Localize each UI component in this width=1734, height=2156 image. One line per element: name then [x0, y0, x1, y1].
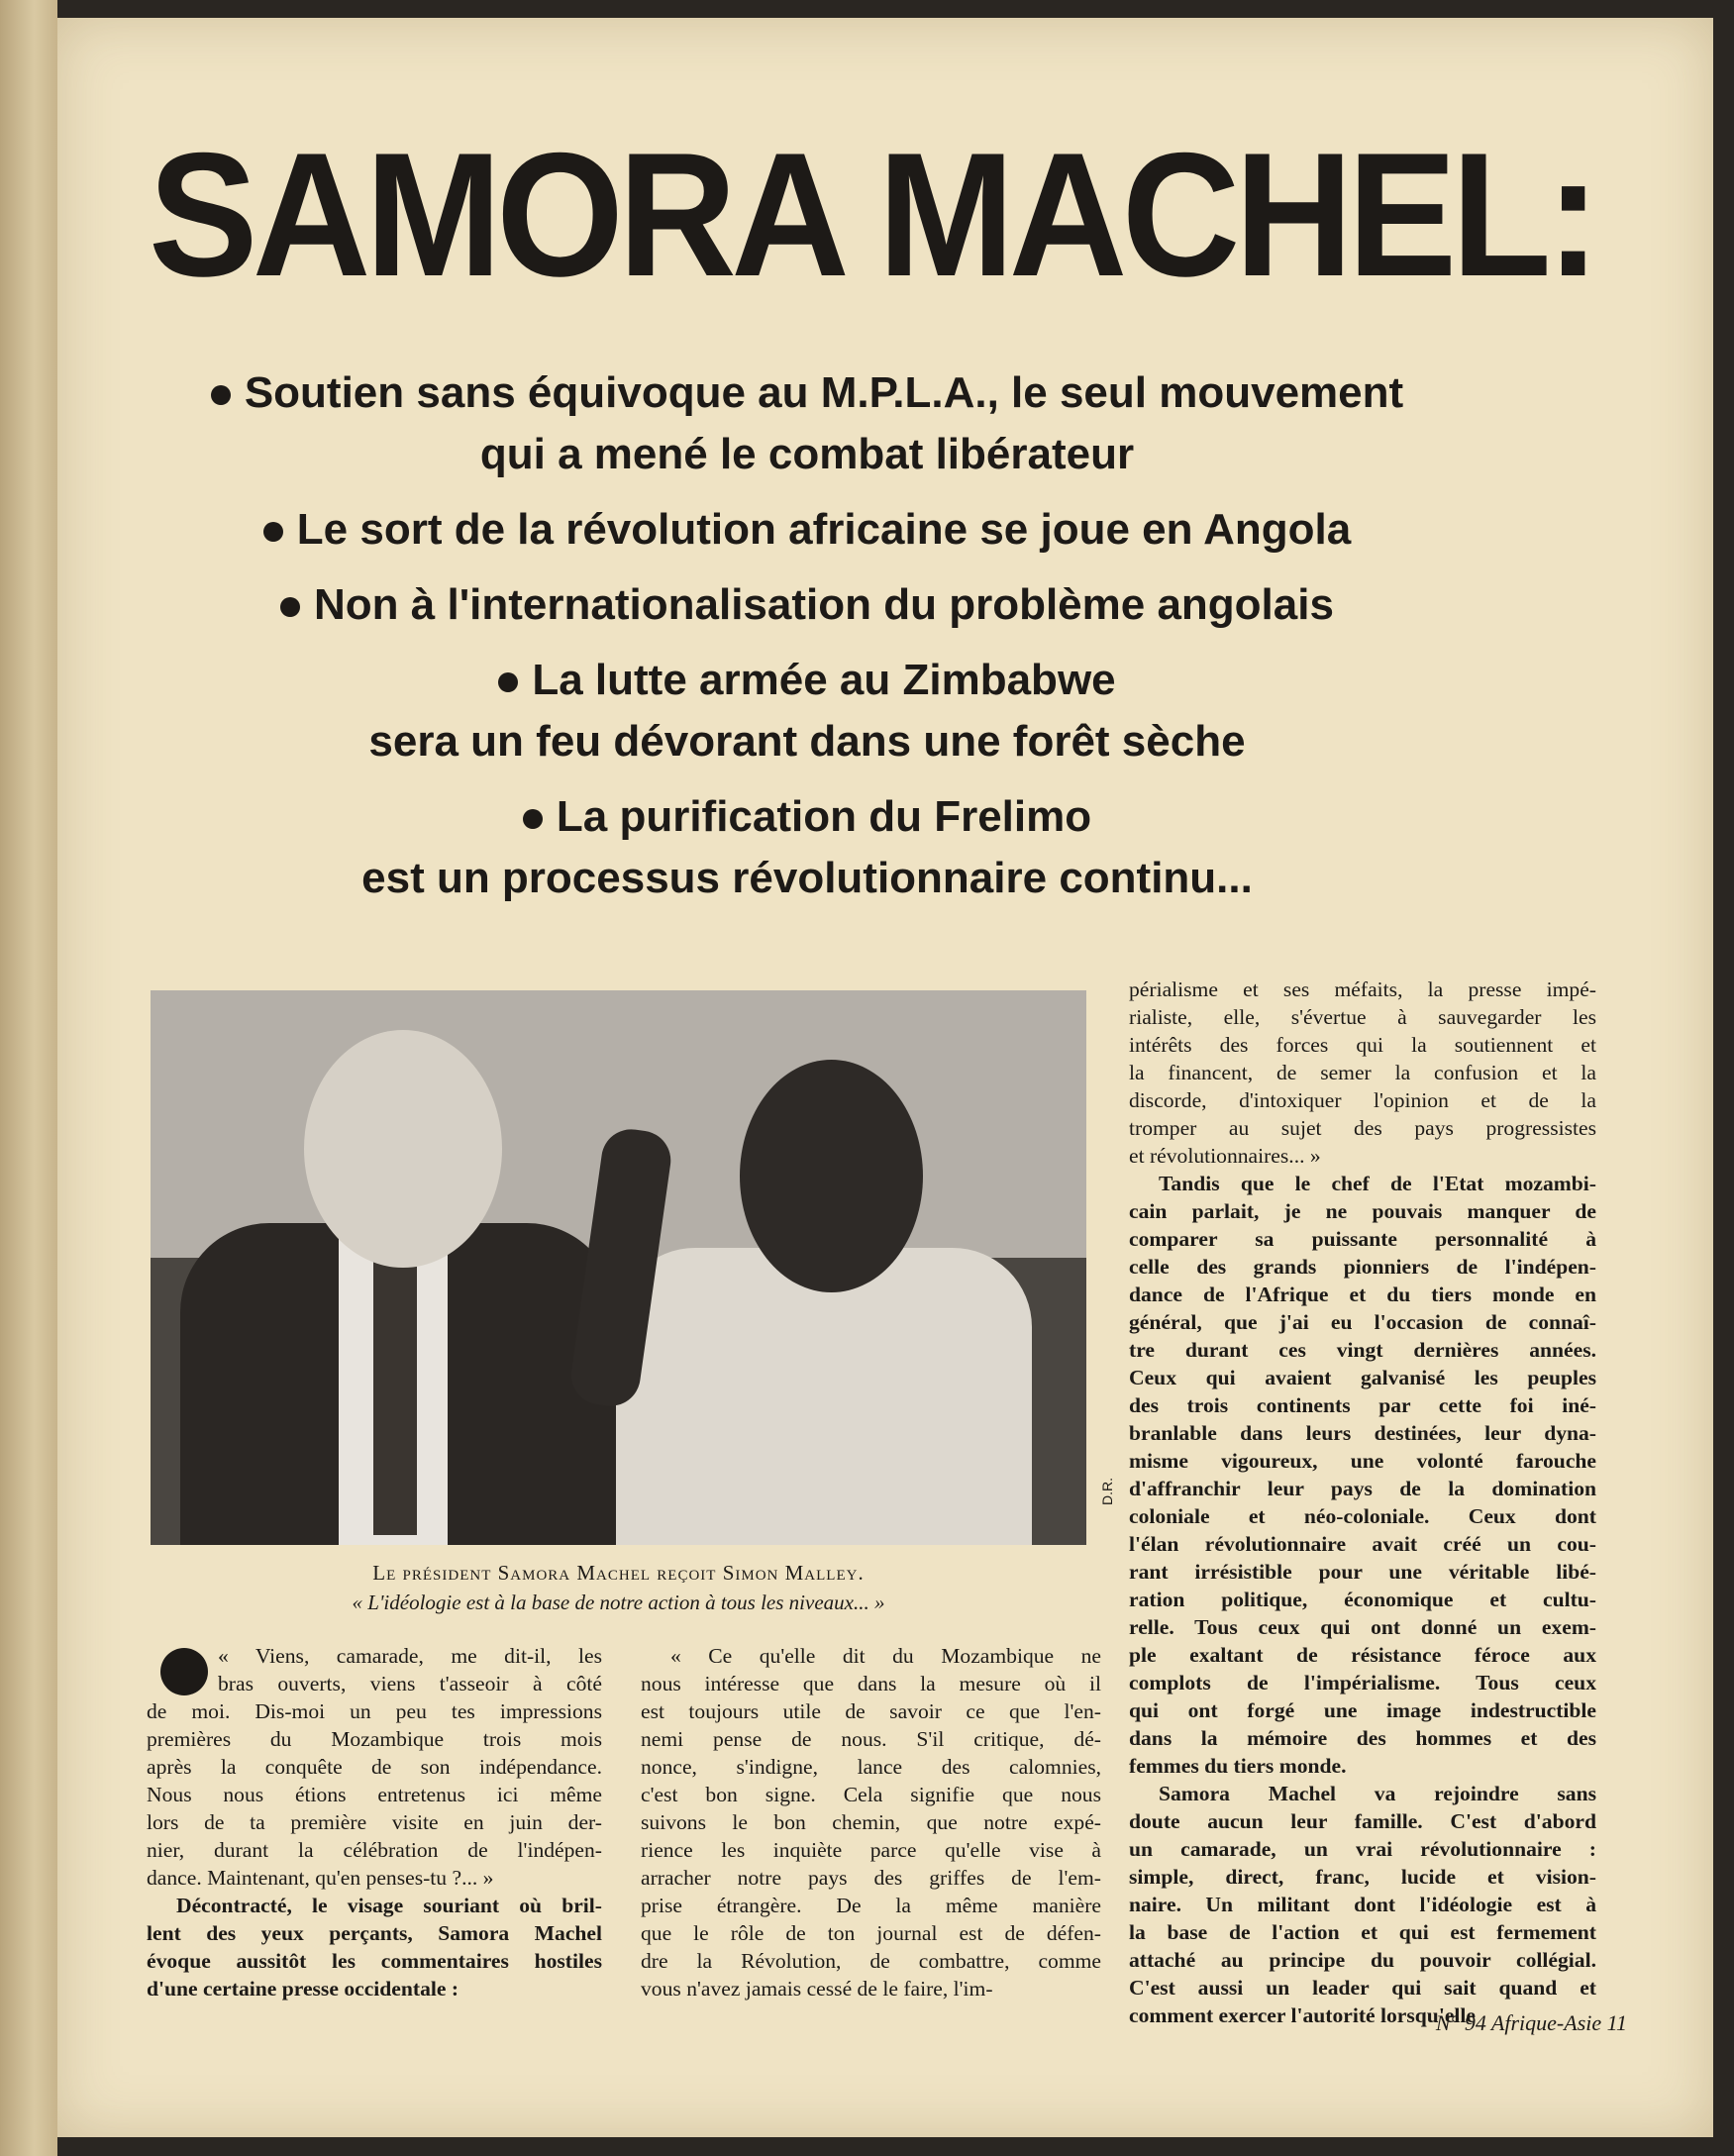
text-line: discorde, d'intoxiquer l'opinion et de la — [1129, 1088, 1596, 1112]
photo-machel-malley — [151, 990, 1086, 1545]
text-line: branlable dans leurs destinées, leur dyna- — [1129, 1421, 1596, 1445]
bullet-line: qui a mené le combat libérateur — [479, 430, 1135, 478]
text-line: lors de ta première visite en juin der- — [147, 1810, 602, 1834]
text-line: premières du Mozambique trois mois — [147, 1727, 602, 1751]
text-line: Nous nous étions entretenus ici même — [147, 1783, 602, 1806]
text-line: d'une certaine presse occidentale : — [147, 1977, 459, 2001]
text-line: arracher notre pays des griffes de l'em- — [641, 1866, 1101, 1890]
text-line: est toujours utile de savoir ce que l'en- — [641, 1699, 1101, 1723]
paragraph-2 — [147, 1892, 602, 2002]
text-line: d'affranchir leur pays de la domination — [1129, 1477, 1596, 1500]
text-line: qui ont forgé une image indestructible — [1129, 1698, 1596, 1722]
text-line: rialiste, elle, s'évertue à sauvegarder les — [1129, 1005, 1596, 1029]
text-line: dre la Révolution, de combattre, comme — [641, 1949, 1101, 1973]
text-line: « Viens, camarade, me dit-il, les — [218, 1644, 602, 1668]
text-line: nier, durant la célébration de l'indépen- — [147, 1838, 602, 1862]
summary-bullet-1 — [188, 362, 1426, 485]
bullet-dot-icon — [211, 385, 231, 405]
text-line: général, que j'ai eu l'occasion de connaî- — [1129, 1310, 1596, 1334]
text-line: et révolutionnaires... » — [1129, 1144, 1321, 1168]
text-line: vous n'avez jamais cessé de le faire, l'im- — [641, 1977, 993, 2001]
bullet-line: La purification du Frelimo — [188, 786, 1426, 848]
text-line: ple exaltant de résistance féroce aux — [1129, 1643, 1596, 1667]
bullet-line: est un processus révolutionnaire continu... — [361, 854, 1253, 902]
bullet-dot-icon — [498, 672, 518, 692]
text-line: « Ce qu'elle dit du Mozambique ne — [670, 1644, 1101, 1668]
bullet-dot-icon — [523, 809, 543, 829]
text-line: attaché au principe du pouvoir collégial. — [1129, 1948, 1596, 1972]
column-1 — [147, 1642, 602, 2002]
caption-line-2: « L'idéologie est à la base de notre action à tous les niveaux... » — [352, 1591, 885, 1614]
text-line: nemi pense de nous. S'il critique, dé- — [641, 1727, 1101, 1751]
text-line: dance de l'Afrique et du tiers monde en — [1129, 1283, 1596, 1306]
text-line: tromper au sujet des pays progressistes — [1129, 1116, 1596, 1140]
paragraph-1 — [1129, 975, 1596, 1170]
text-line: femmes du tiers monde. — [1129, 1754, 1347, 1778]
text-line: la financent, de semer la confusion et la — [1129, 1061, 1596, 1084]
text-line: rience les inquiète parce qu'elle vise à — [641, 1838, 1101, 1862]
summary-bullet-5 — [188, 786, 1426, 909]
text-line: prise étrangère. De la même manière — [641, 1894, 1101, 1917]
text-line: rant irrésistible pour une véritable libé- — [1129, 1560, 1596, 1584]
bullet-line: sera un feu dévorant dans une forêt sèche — [368, 717, 1246, 766]
text-line: intérêts des forces qui la soutiennent et — [1129, 1033, 1596, 1057]
text-line: comparer sa puissante personnalité à — [1129, 1227, 1596, 1251]
text-line: coloniale et néo-coloniale. Ceux dont — [1129, 1504, 1596, 1528]
text-line: naire. Un militant dont l'idéologie est à — [1129, 1893, 1596, 1916]
text-line: celle des grands pionniers de l'indépen- — [1129, 1255, 1596, 1279]
summary-bullet-4 — [188, 650, 1426, 772]
paragraph-1 — [641, 1642, 1101, 2002]
text-line: périalisme et ses méfaits, la presse impé- — [1129, 977, 1596, 1001]
text-line: évoque aussitôt les commentaires hostiles — [147, 1949, 602, 1973]
summary-bullets — [188, 362, 1426, 923]
text-line: nous intéresse que dans la mesure où il — [641, 1672, 1101, 1695]
bullet-line: La lutte armée au Zimbabwe — [188, 650, 1426, 711]
text-line: cain parlait, je ne pouvais manquer de — [1129, 1199, 1596, 1223]
paragraph-2 — [1129, 1170, 1596, 1780]
column-3 — [1129, 975, 1596, 2029]
text-line: des trois continents par cette foi iné- — [1129, 1393, 1596, 1417]
bullet-line: Soutien sans équivoque au M.P.L.A., le seul mouvement — [188, 362, 1426, 424]
text-line: lent des yeux perçants, Samora Machel — [147, 1921, 602, 1945]
text-line: misme vigoureux, une volonté farouche — [1129, 1449, 1596, 1473]
text-line: complots de l'impérialisme. Tous ceux — [1129, 1671, 1596, 1694]
bullet-line: Non à l'internationalisation du problème angolais — [188, 574, 1426, 636]
text-line: C'est aussi un leader qui sait quand et — [1129, 1976, 1596, 2000]
photo-credit: D.R. — [1099, 1478, 1115, 1505]
text-line: la base de l'action et qui est fermement — [1129, 1920, 1596, 1944]
photo-caption — [151, 1558, 1086, 1617]
text-line: simple, direct, franc, lucide et vision- — [1129, 1865, 1596, 1889]
page-gutter — [0, 0, 57, 2156]
summary-bullet-2 — [188, 499, 1426, 561]
text-line: après la conquête de son indépendance. — [147, 1755, 602, 1779]
text-line: tre durant ces vingt dernières années. — [1129, 1338, 1596, 1362]
text-line: Samora Machel va rejoindre sans — [1159, 1782, 1596, 1805]
text-line: un camarade, un vrai révolutionnaire : — [1129, 1837, 1596, 1861]
bullet-dot-icon — [160, 1648, 208, 1695]
bullet-dot-icon — [263, 522, 283, 542]
caption-line-1: Le président Samora Machel reçoit Simon Malley. — [372, 1561, 865, 1585]
text-line: bras ouverts, viens t'asseoir à côté — [218, 1672, 602, 1695]
page-folio: N° 94 Afrique-Asie 11 — [1435, 2010, 1627, 2035]
column-2 — [641, 1642, 1101, 2002]
text-line: c'est bon signe. Cela signifie que nous — [641, 1783, 1101, 1806]
text-line: Ceux qui avaient galvanisé les peuples — [1129, 1366, 1596, 1389]
text-line: Décontracté, le visage souriant où bril- — [176, 1894, 602, 1917]
text-line: suivons le bon chemin, que notre expé- — [641, 1810, 1101, 1834]
headline: SAMORA MACHEL: — [149, 116, 1595, 313]
text-line: comment exercer l'autorité lorsqu'elle — [1129, 2003, 1476, 2027]
paragraph-3 — [1129, 1780, 1596, 2029]
paragraph-1 — [147, 1642, 602, 1892]
text-line: que le rôle de ton journal est de défen- — [641, 1921, 1101, 1945]
text-line: relle. Tous ceux qui ont donné un exem- — [1129, 1615, 1596, 1639]
text-line: dans la mémoire des hommes et des — [1129, 1726, 1596, 1750]
text-line: nonce, s'indigne, lance des calomnies, — [641, 1755, 1101, 1779]
text-line: Tandis que le chef de l'Etat mozambi- — [1159, 1172, 1596, 1195]
bullet-dot-icon — [280, 597, 300, 617]
text-line: dance. Maintenant, qu'en penses-tu ?... » — [147, 1866, 494, 1890]
text-line: de moi. Dis-moi un peu tes impressions — [147, 1699, 602, 1723]
text-line: doute aucun leur famille. C'est d'abord — [1129, 1809, 1596, 1833]
text-line: ration politique, économique et cultu- — [1129, 1588, 1596, 1611]
text-line: l'élan révolutionnaire avait créé un cou- — [1129, 1532, 1596, 1556]
bullet-line: Le sort de la révolution africaine se joue en Angola — [188, 499, 1426, 561]
summary-bullet-3 — [188, 574, 1426, 636]
